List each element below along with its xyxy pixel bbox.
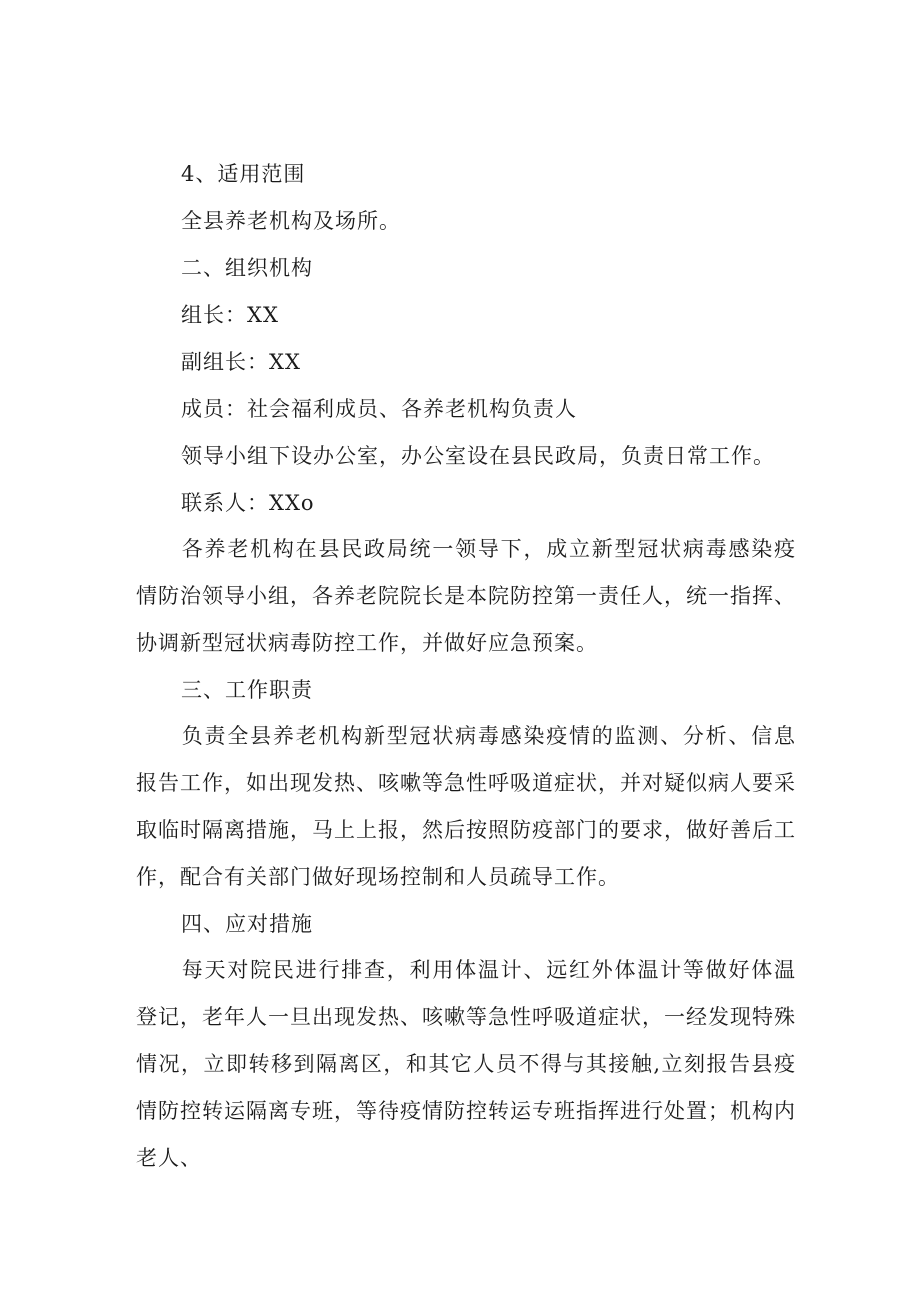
section-scope-title: 4、适用范围 — [181, 162, 306, 186]
measures-paragraph-text: 每天对院民进行排查，利用体温计、远红外体温计等做好体温登记，老年人一旦出现发热、咳嗽等急性呼吸道症状，一经发现特殊情况，立即转移到隔离区，和其它人员不得与其接触,立刻报告县疫情防控转运隔离专班，等待疫情防控转运专班指挥进行处置；机构内老人、 — [136, 958, 796, 1170]
section-duty-title: 三、工作职责 — [181, 678, 313, 702]
duty-paragraph-text: 负责全县养老机构新型冠状病毒感染疫情的监测、分析、信息报告工作，如出现发热、咳嗽等急性呼吸道症状，并对疑似病人要采取临时隔离措施，马上上报，然后按照防疫部门的要求，做好善后工作，配合有关部门做好现场控制和人员疏导工作。 — [136, 724, 796, 889]
measures-paragraph — [136, 947, 796, 1182]
leader-line: 组长：XX — [181, 303, 279, 327]
scope-text: 全县养老机构及场所。 — [181, 209, 401, 233]
deputy-leader-line: 副组长：XX — [181, 350, 301, 374]
section-measures-title: 四、应对措施 — [181, 912, 313, 936]
org-paragraph — [136, 526, 796, 667]
section-org-title: 二、组织机构 — [181, 256, 313, 280]
org-paragraph-text: 各养老机构在县民政局统一领导下，成立新型冠状病毒感染疫情防治领导小组，各养老院院长是本院防控第一责任人，统一指挥、协调新型冠状病毒防控工作，并做好应急预案。 — [136, 537, 796, 655]
members-line: 成员：社会福利成员、各养老机构负责人 — [181, 397, 577, 421]
contact-line: 联系人：XXo — [181, 491, 315, 515]
duty-paragraph — [136, 713, 796, 901]
office-line: 领导小组下设办公室，办公室设在县民政局，负责日常工作。 — [181, 444, 775, 468]
